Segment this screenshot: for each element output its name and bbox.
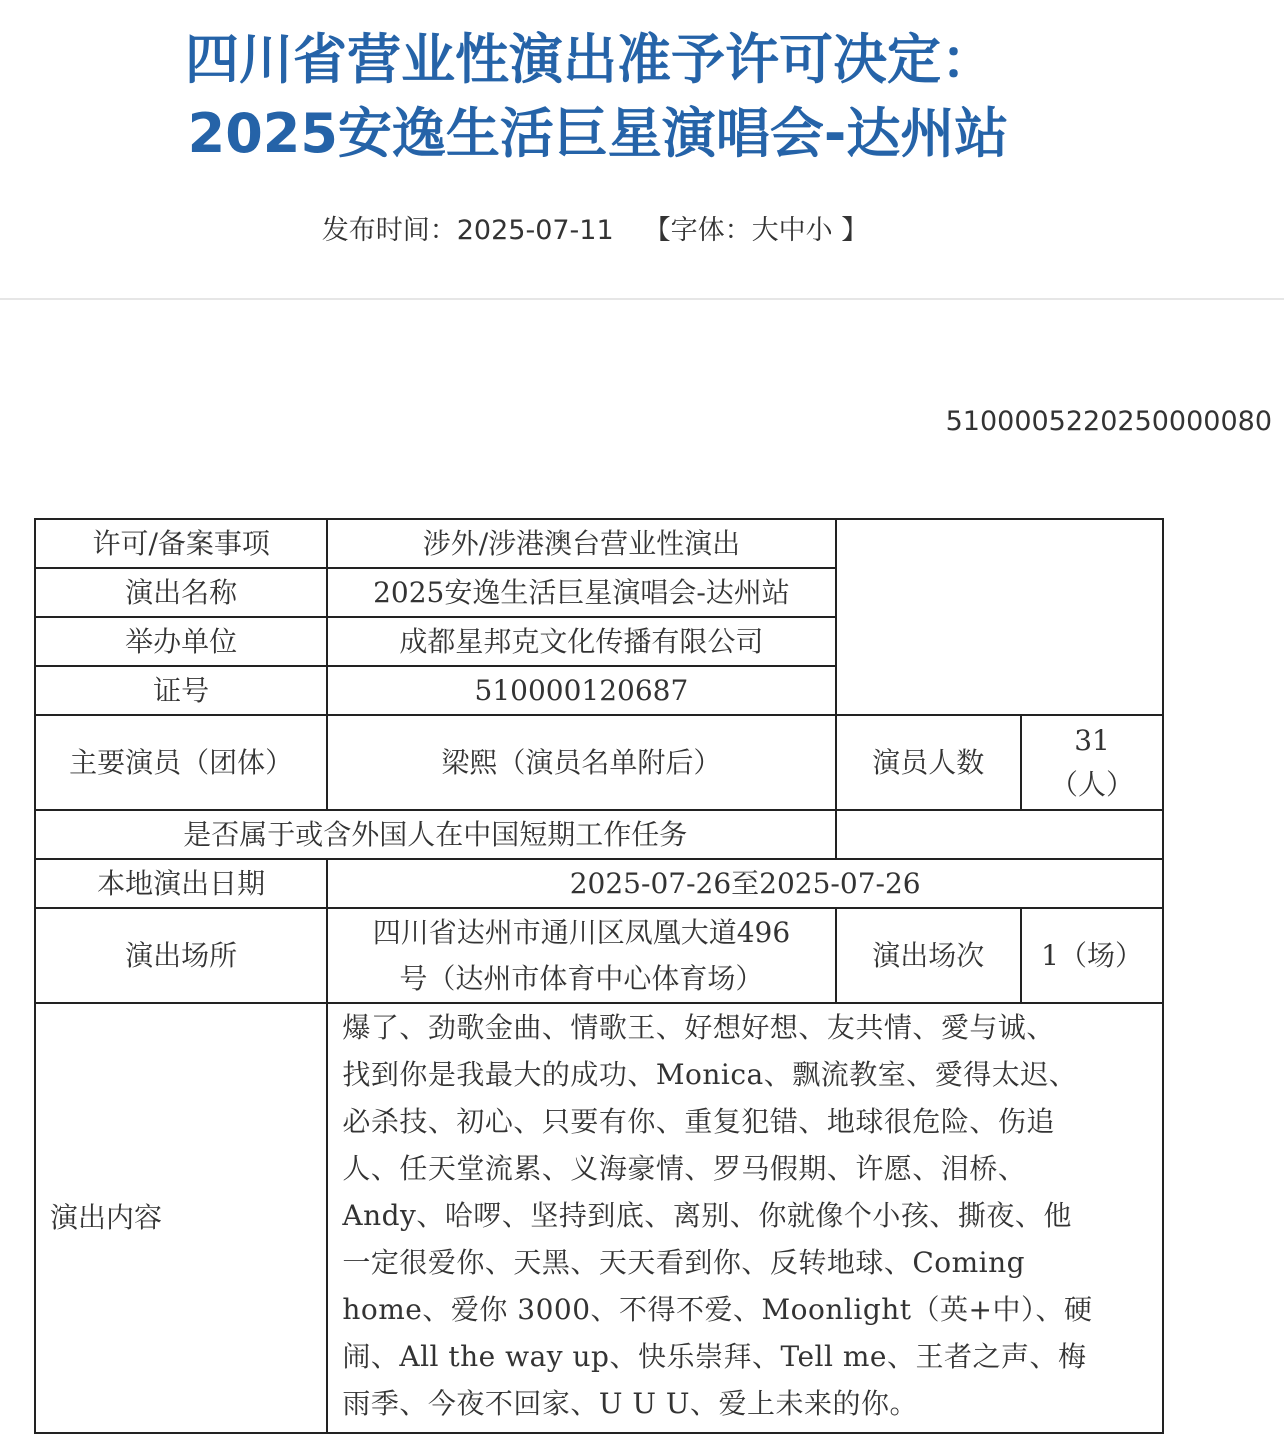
- cert-label: 证号: [35, 666, 327, 715]
- content-line: 爆了、劲歌金曲、情歌王、好想好想、友共情、愛与诚、: [342, 1011, 1055, 1044]
- count-unit: （人）: [1050, 767, 1135, 801]
- publish-date: 2025-07-11: [456, 215, 614, 246]
- publish-label: 发布时间：: [321, 215, 457, 246]
- venue-value: [327, 908, 835, 1003]
- performers-value: 梁熙（演员名单附后）: [327, 715, 835, 810]
- table-row: [35, 715, 1163, 810]
- content-line: 一定很爱你、天黑、天天看到你、反转地球、Coming: [342, 1246, 1026, 1279]
- organizer-value: 成都星邦克文化传播有限公司: [327, 617, 835, 666]
- document-number: 5100005220250000080: [945, 406, 1272, 437]
- date-label: 本地演出日期: [35, 859, 327, 908]
- font-size-control[interactable]: 【字体：大中小 】: [643, 215, 869, 246]
- content-line: home、爱你 3000、不得不爱、Moonlight（英+中）、硬: [342, 1293, 1093, 1326]
- table-row: [35, 1003, 1163, 1433]
- foreign-label: 是否属于或含外国人在中国短期工作任务: [35, 810, 836, 859]
- permit-table: [34, 518, 1164, 1434]
- content-line: 闹、All the way up、快乐崇拜、Tell me、王者之声、梅: [342, 1340, 1087, 1373]
- date-value: 2025-07-26至2025-07-26: [327, 859, 1163, 908]
- content-line: 人、任天堂流累、义海豪情、罗马假期、许愿、泪桥、: [342, 1152, 1027, 1185]
- blank-cell: [836, 519, 1163, 715]
- sessions-value: 1（场）: [1021, 908, 1163, 1003]
- table-row: [35, 810, 1163, 859]
- publish-meta: [0, 208, 1190, 247]
- content-line: 找到你是我最大的成功、Monica、飘流教室、愛得太迟、: [342, 1058, 1078, 1091]
- venue-label: 演出场所: [35, 908, 327, 1003]
- venue-line1: 四川省达州市通川区凤凰大道496: [372, 915, 791, 949]
- foreign-value: [836, 810, 1163, 859]
- sessions-label: 演出场次: [836, 908, 1022, 1003]
- organizer-label: 举办单位: [35, 617, 327, 666]
- content-line: 雨季、今夜不回家、U U U、爱上未来的你。: [342, 1387, 918, 1420]
- count-value: [1021, 715, 1163, 810]
- content-value: [327, 1003, 1163, 1433]
- item-value: 涉外/涉港澳台营业性演出: [327, 519, 835, 568]
- table-row: [35, 519, 1163, 568]
- table-row: [35, 859, 1163, 908]
- page-title-line2: 2025安逸生活巨星演唱会-达州站: [187, 102, 1009, 165]
- count-number: 31: [1074, 723, 1110, 757]
- venue-line2: 号（达州市体育中心体育场）: [399, 961, 764, 995]
- page-header: [0, 0, 1284, 300]
- content-label: 演出内容: [35, 1003, 327, 1433]
- page-title-line1: 四川省营业性演出准予许可决定：: [185, 28, 995, 91]
- name-label: 演出名称: [35, 568, 327, 617]
- cert-value: 510000120687: [327, 666, 835, 715]
- performers-label: 主要演员（团体）: [35, 715, 327, 810]
- name-value: 2025安逸生活巨星演唱会-达州站: [327, 568, 835, 617]
- table-row: [35, 908, 1163, 1003]
- content-line: Andy、哈啰、坚持到底、离别、你就像个小孩、撕夜、他: [342, 1199, 1072, 1232]
- content-line: 必杀技、初心、只要有你、重复犯错、地球很危险、伤追: [342, 1105, 1055, 1138]
- item-label: 许可/备案事项: [35, 519, 327, 568]
- count-label: 演员人数: [836, 715, 1022, 810]
